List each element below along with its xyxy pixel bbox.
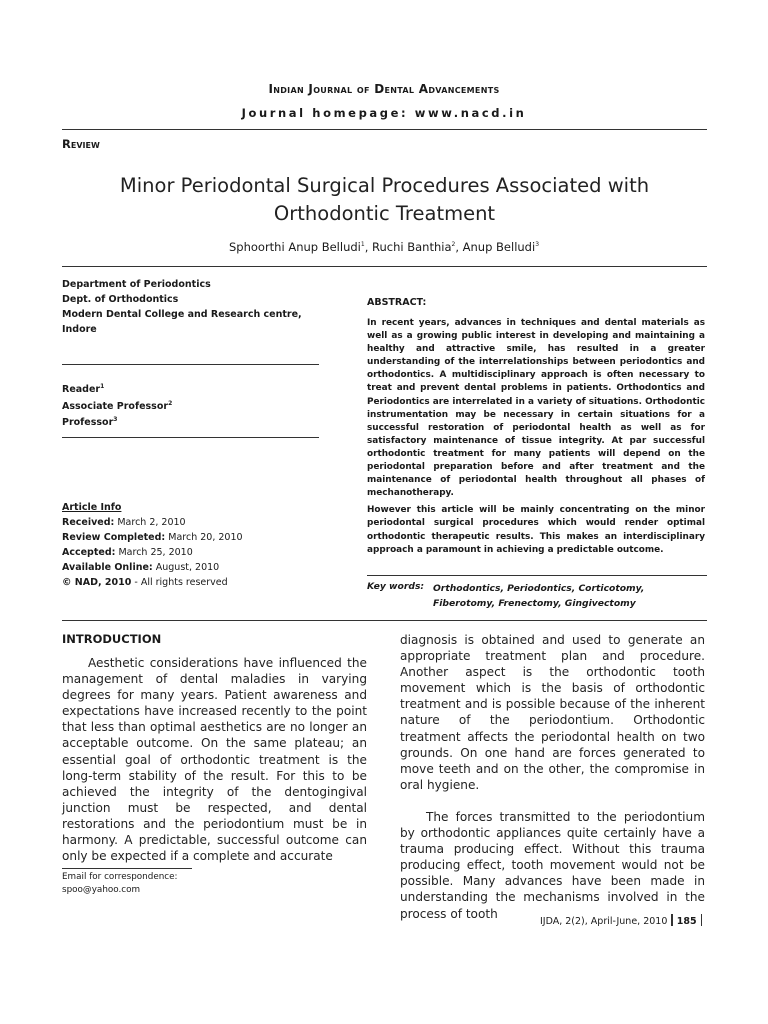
accepted-label: Accepted: [62,547,116,558]
affiliation-divider [62,364,319,365]
body-divider [62,620,707,621]
received-date [62,515,243,530]
abstract-body [367,317,705,561]
title-divider [62,266,707,267]
role-label: Associate Professor [62,400,169,412]
online-date [62,560,243,575]
accepted-value: March 25, 2010 [118,547,193,558]
correspondence-label: Email for correspondence: [62,872,178,882]
section-label: Review [62,137,100,151]
author-name: Anup Belludi [462,240,536,254]
header-divider [62,129,707,130]
body-column-left [62,655,367,864]
author-name: Ruchi Banthia [372,240,452,254]
roles-divider [62,437,319,438]
article-title: Minor Periodontal Surgical Procedures Associated with Orthodontic Treatment [119,174,650,225]
role-mark: 1 [100,383,105,390]
role-line [62,397,172,414]
affiliation-line: Department of Periodontics [62,279,211,290]
author-roles [62,380,172,430]
page-footer [470,914,706,927]
introduction-heading: INTRODUCTION [62,632,162,646]
review-label: Review Completed: [62,532,166,543]
author-list [0,240,768,254]
footer-bar [701,914,702,926]
abstract-heading: ABSTRACT: [367,297,427,308]
received-value: March 2, 2010 [117,517,186,528]
footer-bar [671,914,672,926]
affiliation-line: Indore [62,324,97,335]
body-column-right [400,632,705,922]
body-paragraph: The forces transmitted to the periodontium by orthodontic appliances quite certainly have a trauma producing effect. Without this trauma producing effect, tooth movement would not be possible. Many advances have been made in understanding the mechanisms involved in the process of tooth [400,809,705,921]
author-mark: 3 [535,241,540,249]
affiliation-line: Modern Dental College and Research centre, [62,309,302,320]
journal-homepage: Journal homepage: www.nacd.in [241,106,527,120]
online-label: Available Online: [62,562,153,573]
role-line [62,413,172,430]
correspondence-note [62,871,178,896]
page-number: 185 [676,916,697,927]
copyright-value: - All rights reserved [134,577,228,588]
accepted-date [62,545,243,560]
body-paragraph: Aesthetic considerations have influenced the management of dental maladies in varying degrees for many years. Patient awareness and expectations have increased recently to the point that less than optimal aesthetics are no longer an acceptable outcome. On the same plateau; an essential goal of orthodontic treatment is the long-term stability of the result. For this to be achieved the integrity of the dentogingival junction must be respected, and dental restorations and the periodontium must be in harmony. A predictable, successful outcome can only be expected if a complete and accurate [62,656,367,864]
abstract-paragraph: In recent years, advances in techniques and dental materials as well as a growing public interest in developing and maintaining a healthy and attractive smile, has resulted in a greater understanding of the interrelationships between periodontics and orthodontics. A multidisciplinary approach is often necessary to treat and prevent dental problems in patients. Orthodontics and Periodontics are interrelated in a variety of situations. Orthodontic instrumentation may be necessary in certain situations for a successful restoration of periodontal health as well as for satisfactory maintenance of tissue integrity. At par successful orthodontic treatment for many patients will depend on the periodontal preparation before and after treatment and the maintenance of periodontal health throughout all phases of mechanotherapy. [367,318,705,499]
affiliation-block [62,277,302,337]
author-separator: , [455,240,463,254]
online-value: August, 2010 [155,562,220,573]
correspondence-email: spoo@yahoo.com [62,884,141,895]
role-label: Professor [62,417,114,429]
copyright-label: © NAD, 2010 [62,577,132,588]
role-line [62,380,172,397]
role-label: Reader [62,384,101,396]
journal-name: Indian Journal of Dental Advancements [268,82,500,96]
footnote-divider [62,868,192,869]
received-label: Received: [62,517,115,528]
keywords-divider [367,575,707,576]
abstract-paragraph: However this article will be mainly concentrating on the minor periodontal surgical procedures which would render optimal orthodontic therapeutic results. This makes an interdisciplinary approach a paramount in achieving a predictable outcome. [367,505,705,555]
keywords-list: Orthodontics, Periodontics, Corticotomy, Fiberotomy, Frenectomy, Gingivectomy [433,583,645,609]
article-info-heading: Article Info [62,502,122,513]
author-name: Sphoorthi Anup Belludi [228,240,361,254]
role-mark: 2 [168,399,173,407]
review-value: March 20, 2010 [168,532,243,543]
keywords-label: Key words: [367,581,425,592]
copyright-line [62,575,243,590]
author-mark: 1 [360,241,365,249]
footer-citation: IJDA, 2(2), April-June, 2010 [539,916,668,927]
article-info [62,500,243,590]
author-separator: , [364,240,372,254]
body-paragraph: diagnosis is obtained and used to generate an appropriate treatment plan and procedure. Another aspect is the orthodontic tooth movement which is the basis of orthodontic treatment and is possible because of the inherent nature of the periodontium. Orthodontic treatment affects the periodontal health on two grounds. On one hand are forces generated to move teeth and on the other, the compromise in oral hygiene. [400,633,705,792]
affiliation-line: Dept. of Orthodontics [62,294,179,305]
author-mark: 2 [451,241,456,249]
review-date [62,530,243,545]
role-mark: 3 [113,416,118,424]
